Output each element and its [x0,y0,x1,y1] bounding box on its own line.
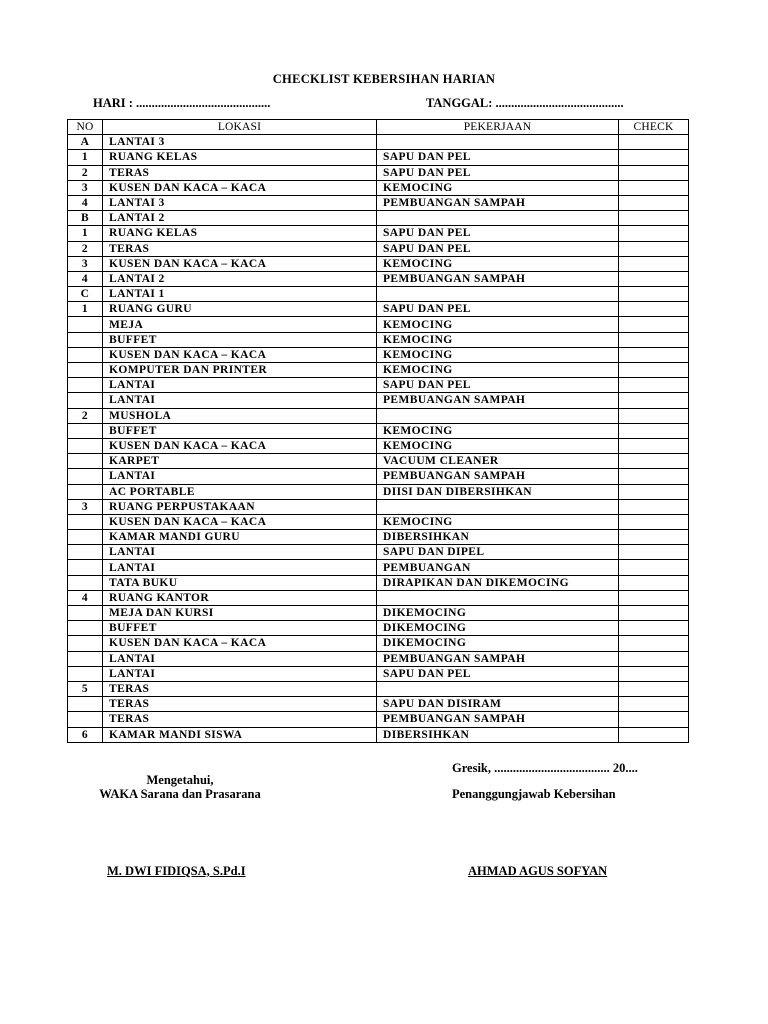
cell-no [68,393,103,408]
cell-pekerjaan: KEMOCING [377,363,619,378]
cell-lokasi: TERAS [103,697,377,712]
cell-no [68,545,103,560]
cell-pekerjaan: PEMBUANGAN SAMPAH [377,195,619,210]
cell-pekerjaan: PEMBUANGAN SAMPAH [377,651,619,666]
cell-check[interactable] [619,666,689,681]
table-row [68,347,689,362]
table-row [68,408,689,423]
cell-lokasi: LANTAI [103,666,377,681]
cell-pekerjaan: DIRAPIKAN DAN DIKEMOCING [377,575,619,590]
table-row [68,545,689,560]
cell-no [68,530,103,545]
cell-lokasi: LANTAI [103,469,377,484]
cell-check[interactable] [619,180,689,195]
cell-pekerjaan: KEMOCING [377,256,619,271]
table-row [68,727,689,742]
cell-pekerjaan: SAPU DAN PEL [377,378,619,393]
cell-pekerjaan: KEMOCING [377,347,619,362]
cell-no [68,666,103,681]
acknowledger-title: WAKA Sarana dan Prasarana [99,787,261,801]
table-row [68,681,689,696]
cell-check[interactable] [619,514,689,529]
cell-check[interactable] [619,681,689,696]
table-row [68,666,689,681]
cell-no [68,378,103,393]
cell-check[interactable] [619,165,689,180]
cell-check[interactable] [619,271,689,286]
cell-pekerjaan [377,408,619,423]
table-row [68,363,689,378]
cell-lokasi: LANTAI 3 [103,195,377,210]
cell-no: 1 [68,302,103,317]
cell-lokasi: RUANG KANTOR [103,590,377,605]
table-header-row [68,120,689,135]
table-row [68,514,689,529]
table-row [68,590,689,605]
cell-check[interactable] [619,423,689,438]
cell-pekerjaan: PEMBUANGAN SAMPAH [377,271,619,286]
cell-check[interactable] [619,211,689,226]
cell-pekerjaan: SAPU DAN PEL [377,302,619,317]
cell-pekerjaan: KEMOCING [377,317,619,332]
cell-check[interactable] [619,363,689,378]
table-row [68,135,689,150]
cell-check[interactable] [619,454,689,469]
table-row [68,530,689,545]
cell-pekerjaan: SAPU DAN DISIRAM [377,697,619,712]
cell-no: 1 [68,150,103,165]
header-check: CHECK [619,120,689,135]
responsible-title: Penanggungjawab Kebersihan [452,787,616,801]
cell-no: 3 [68,256,103,271]
place-date: Gresik, ..................................... 20.... [452,761,638,775]
table-row [68,317,689,332]
cell-check[interactable] [619,195,689,210]
checklist-table [67,119,689,743]
cell-check[interactable] [619,499,689,514]
cell-no [68,423,103,438]
acknowledged-label: Mengetahui, [146,773,214,787]
header-no: NO [68,120,103,135]
cell-lokasi: RUANG GURU [103,302,377,317]
cell-check[interactable] [619,636,689,651]
table-row [68,378,689,393]
cell-no: B [68,211,103,226]
table-row [68,575,689,590]
table-row [68,211,689,226]
cell-check[interactable] [619,712,689,727]
cell-no [68,697,103,712]
header-pekerjaan: PEKERJAAN [377,120,619,135]
cell-no: 2 [68,165,103,180]
table-row [68,241,689,256]
cell-pekerjaan: KEMOCING [377,514,619,529]
cell-check[interactable] [619,241,689,256]
cell-check[interactable] [619,469,689,484]
cell-lokasi: AC PORTABLE [103,484,377,499]
cell-pekerjaan [377,590,619,605]
cell-check[interactable] [619,438,689,453]
cell-lokasi: TERAS [103,681,377,696]
cell-no [68,484,103,499]
cell-pekerjaan: DIKEMOCING [377,621,619,636]
table-row [68,469,689,484]
cell-pekerjaan: SAPU DAN DIPEL [377,545,619,560]
cell-check[interactable] [619,256,689,271]
cell-check[interactable] [619,727,689,742]
cell-lokasi: BUFFET [103,621,377,636]
cell-check[interactable] [619,332,689,347]
cell-no [68,317,103,332]
table-row [68,393,689,408]
cell-no: 3 [68,180,103,195]
cell-lokasi: KAMAR MANDI SISWA [103,727,377,742]
table-body [68,135,689,743]
table-row [68,332,689,347]
cell-check[interactable] [619,226,689,241]
cell-no: A [68,135,103,150]
cell-check[interactable] [619,378,689,393]
cell-pekerjaan: SAPU DAN PEL [377,241,619,256]
cell-check[interactable] [619,606,689,621]
cell-pekerjaan [377,681,619,696]
cell-lokasi: RUANG KELAS [103,150,377,165]
cell-lokasi: BUFFET [103,423,377,438]
cell-lokasi: TERAS [103,241,377,256]
table-row [68,180,689,195]
table-row [68,697,689,712]
cell-no: 2 [68,241,103,256]
cell-pekerjaan: DIISI DAN DIBERSIHKAN [377,484,619,499]
cell-lokasi: KUSEN DAN KACA – KACA [103,514,377,529]
table-row [68,302,689,317]
cell-no: 2 [68,408,103,423]
cell-pekerjaan: PEMBUANGAN SAMPAH [377,469,619,484]
cell-lokasi: LANTAI 3 [103,135,377,150]
cell-pekerjaan: PEMBUANGAN [377,560,619,575]
document-title: CHECKLIST KEBERSIHAN HARIAN [272,72,496,86]
cell-no: 3 [68,499,103,514]
cell-no: C [68,287,103,302]
cell-no: 4 [68,271,103,286]
table-row [68,271,689,286]
cell-no: 1 [68,226,103,241]
cell-lokasi: LANTAI [103,378,377,393]
cell-pekerjaan: SAPU DAN PEL [377,226,619,241]
hari-field: HARI : ........................................... [93,96,271,110]
cell-lokasi: LANTAI 2 [103,271,377,286]
cell-no: 5 [68,681,103,696]
cell-pekerjaan: DIKEMOCING [377,606,619,621]
cell-check[interactable] [619,317,689,332]
cell-lokasi: KUSEN DAN KACA – KACA [103,636,377,651]
cell-no [68,514,103,529]
cell-check[interactable] [619,621,689,636]
cell-no [68,575,103,590]
table-row [68,636,689,651]
cell-lokasi: LANTAI [103,393,377,408]
table-row [68,423,689,438]
cell-lokasi: LANTAI [103,545,377,560]
cell-lokasi: KUSEN DAN KACA – KACA [103,347,377,362]
cell-pekerjaan [377,135,619,150]
cell-pekerjaan: PEMBUANGAN SAMPAH [377,393,619,408]
cell-check[interactable] [619,697,689,712]
cell-check[interactable] [619,302,689,317]
table-row [68,438,689,453]
cell-lokasi: KAMAR MANDI GURU [103,530,377,545]
cell-no [68,363,103,378]
cell-check[interactable] [619,590,689,605]
cell-no [68,712,103,727]
acknowledger-name: M. DWI FIDIQSA, S.Pd.I [107,864,246,878]
cell-lokasi: KUSEN DAN KACA – KACA [103,180,377,195]
cell-pekerjaan: PEMBUANGAN SAMPAH [377,712,619,727]
cell-check[interactable] [619,530,689,545]
cell-lokasi: RUANG PERPUSTAKAAN [103,499,377,514]
table-row [68,195,689,210]
cell-lokasi: LANTAI [103,651,377,666]
cell-pekerjaan [377,287,619,302]
cell-no [68,606,103,621]
cell-no [68,651,103,666]
cell-no [68,621,103,636]
table-row [68,454,689,469]
cell-lokasi: LANTAI [103,560,377,575]
responsible-name: AHMAD AGUS SOFYAN [468,864,608,878]
cell-lokasi: MEJA DAN KURSI [103,606,377,621]
cell-check[interactable] [619,651,689,666]
cell-check[interactable] [619,150,689,165]
cell-check[interactable] [619,484,689,499]
cell-pekerjaan: DIBERSIHKAN [377,530,619,545]
cell-check[interactable] [619,347,689,362]
cell-pekerjaan: SAPU DAN PEL [377,150,619,165]
cell-lokasi: BUFFET [103,332,377,347]
table-row [68,287,689,302]
cell-no [68,332,103,347]
cell-no [68,636,103,651]
table-row [68,499,689,514]
cell-check[interactable] [619,560,689,575]
header-lokasi: LOKASI [103,120,377,135]
cell-no [68,469,103,484]
cell-pekerjaan: KEMOCING [377,423,619,438]
cell-no: 4 [68,195,103,210]
table-row [68,226,689,241]
cell-no [68,438,103,453]
cell-lokasi: RUANG KELAS [103,226,377,241]
cell-check[interactable] [619,575,689,590]
cell-lokasi: TERAS [103,165,377,180]
cell-lokasi: KARPET [103,454,377,469]
cell-lokasi: KUSEN DAN KACA – KACA [103,438,377,453]
cell-pekerjaan: DIBERSIHKAN [377,727,619,742]
cell-pekerjaan: SAPU DAN PEL [377,165,619,180]
cell-pekerjaan: KEMOCING [377,438,619,453]
cell-no: 4 [68,590,103,605]
cell-check[interactable] [619,135,689,150]
cell-pekerjaan: SAPU DAN PEL [377,666,619,681]
cell-lokasi: TATA BUKU [103,575,377,590]
cell-lokasi: MUSHOLA [103,408,377,423]
table-row [68,165,689,180]
cell-pekerjaan [377,499,619,514]
table-row [68,651,689,666]
cell-no [68,454,103,469]
cell-check[interactable] [619,408,689,423]
cell-pekerjaan: VACUUM CLEANER [377,454,619,469]
cell-lokasi: KOMPUTER DAN PRINTER [103,363,377,378]
table-row [68,606,689,621]
cell-pekerjaan: DIKEMOCING [377,636,619,651]
cell-pekerjaan: KEMOCING [377,332,619,347]
cell-no [68,560,103,575]
cell-no: 6 [68,727,103,742]
cell-pekerjaan [377,211,619,226]
table-row [68,712,689,727]
cell-lokasi: LANTAI 1 [103,287,377,302]
cell-lokasi: KUSEN DAN KACA – KACA [103,256,377,271]
cell-pekerjaan: KEMOCING [377,180,619,195]
tanggal-field: TANGGAL: ......................................... [426,96,624,110]
cell-check[interactable] [619,287,689,302]
cell-lokasi: LANTAI 2 [103,211,377,226]
table-row [68,484,689,499]
cell-check[interactable] [619,545,689,560]
cell-lokasi: TERAS [103,712,377,727]
table-row [68,256,689,271]
table-row [68,150,689,165]
table-row [68,621,689,636]
table-row [68,560,689,575]
cell-lokasi: MEJA [103,317,377,332]
cell-no [68,347,103,362]
cell-check[interactable] [619,393,689,408]
